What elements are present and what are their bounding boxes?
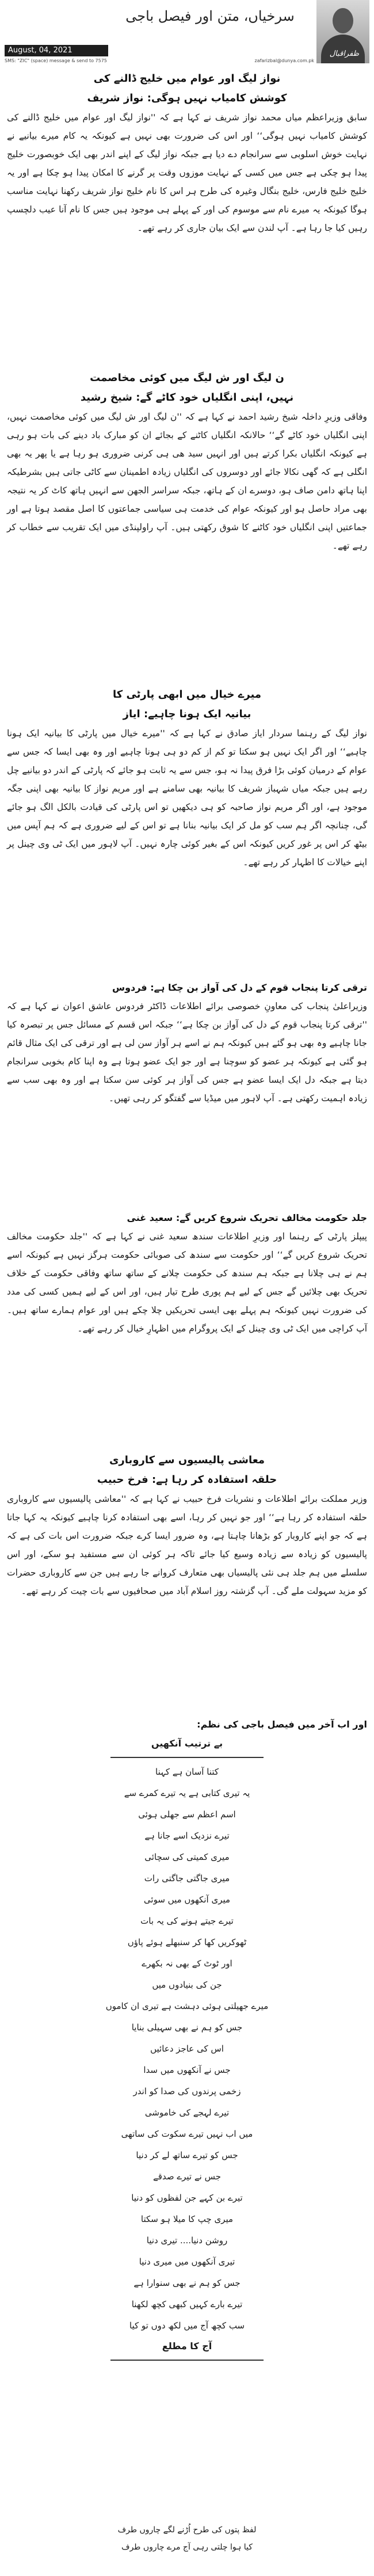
poem-line: میری چپ کا میلا ہو سکتا (140, 2214, 234, 2224)
sms-info: SMS: "ZIC" (space) message & send to 7575 (5, 58, 107, 63)
section-heading: نواز لیگ اور عوام میں خلیج ڈالنے کی (93, 73, 281, 85)
poem-intro: اور اب آخر میں فیصل باجی کی نظم: (197, 1719, 367, 1730)
section-ayaz-sadiq (7, 685, 367, 872)
poem-line: جس کو ہم نے بھی سنوارا ہے (133, 2278, 241, 2288)
publish-date: August, 04, 2021 (5, 45, 108, 56)
matla-underline (110, 2360, 264, 2361)
author-head-shape (333, 8, 353, 33)
section-sheikh-rasheed (7, 368, 367, 555)
poem-line: جس کو تیرے ساتھ لے کر دنیا (136, 2150, 238, 2160)
section-farrukh-habib (7, 1451, 367, 1600)
poem-line: تیرے بارے کہیں کبھی کچھ لکھنا (131, 2299, 243, 2309)
author-signature: ظفراقبال (329, 50, 359, 58)
section-heading: بیانیہ ایک ہونا چاہیے: ایاز (123, 708, 251, 720)
section-paragraph: پیپلز پارٹی کے رہنما اور وزیرِ اطلاعات سندھ سعید غنی نے کہا ہے کہ ''جلد حکومت مخالف تحریک شروع کریں گے‘‘ اور حکومت سے سندھ کی صوبائی حکومت ہرگز نہیں ہے کیونکہ اسے ہم نے ہی چلانا ہے جبکہ ہم سندھ کی حکومت چلانے کے ساتھ ساتھ وفاقی حکومت کے خلاف تحریک بھی چلائیں گے جس کے لیے ہم پوری طرح تیار ہیں، اور اس کے لیے ہمیں کسی کی مدد کی ضرورت نہیں کیونکہ ہم پہلے بھی ایسی تحریکیں چلا چکے ہیں اور عوام ہمارے ساتھ ہیں۔ آپ کراچی میں ایک ٹی وی چینل کے ایک پروگرام میں اظہارِ خیال کر رہے تھے۔ (7, 1231, 367, 1334)
column-title: سرخیاں، متن اور فیصل باجی (125, 8, 295, 24)
author-body-shape (321, 35, 365, 63)
closing-couplet (7, 2521, 367, 2556)
poem-line: اسم اعظم سے جھلی ہوئی (138, 1809, 236, 1820)
poem-title-underline (110, 1757, 264, 1758)
poem-line: جس نے آنکھوں میں سدا (143, 2065, 231, 2075)
poem-line: میرے جھیلتی ہوئی دہشت ہے تیری ان کاموں (105, 2001, 269, 2011)
poem-line: زخمی پرندوں کی صدا کو اندر (133, 2086, 241, 2096)
poem-line: میری جاگتی جاگتی رات (144, 1873, 230, 1884)
section-paragraph: سابق وزیراعظم میاں محمد نواز شریف نے کہا ہے کہ ''نواز لیگ اور عوام میں خلیج ڈالنے کی کوشش کامیاب نہیں ہوگی‘‘ اور اس کی ضرورت بھی نہیں ہے کیونکہ یہ کام میرے بیانیے نے نہایت خوش اسلوبی سے سرانجام دے دیا ہے جبکہ نواز لیگ کے اپنے اندر بھی ایک خوبصورت خلیج پیدا ہو چکی ہے جس میں کسی کے نہایت موزوں وقت پر گرنے کا امکان پیدا ہو چکا ہے اور یہ خلیج خلیج فارس، خلیج بنگال وغیرہ کی طرح ہر اس کا نام خلیج نواز شریف رکھنا نہایت مناسب ہوگا کیونکہ یہ میرے نام سے موسوم کی اور کے پہلے ہی موجود ہیں جس کا نام آنا عیب دلچسپ رہیں کیا جا رہا ہے۔ آپ لندن سے ایک بیان جاری کر رہے تھے۔ (7, 112, 367, 233)
matla-heading: آج کا مطلع (162, 2341, 212, 2351)
section-heading: حلقہ استفادہ کر رہا ہے: فرخ حبیب (97, 1474, 277, 1486)
poem-line: میری آنکھوں میں سوئی (143, 1894, 231, 1905)
section-nawaz-sharif (7, 69, 367, 237)
poem-line: جن کی بنیادوں میں (152, 1980, 222, 1990)
poem-line: اور ٹوٹ کے بھی نہ بکھرے (142, 1958, 232, 1969)
poem-line: اس کی عاجز دعائیں (150, 2044, 224, 2054)
section-paragraph: وزیراعلیٰ پنجاب کی معاونِ خصوصی برائے اطلاعات ڈاکٹر فردوس عاشق اعوان نے کہا ہے کہ ''ترقی کرتا پنجاب قوم کے دل کی آواز بن چکا ہے‘‘ جبکہ اس قسم کے مسائل جس پر تبصرہ کیا جانا چاہیے وہ بھی ہو گئے ہیں کیونکہ ہم نے اسے ہر آواز سن لی ہے اور ترقی کی ایک مثال قائم ہو گئی ہے کیونکہ ہر عضو کو سوچنا ہے اور جو ایک عضو ہوتا ہے وہ اپنا کام بخوبی سرانجام دیتا ہے جبکہ دل ایک ایسا عضو ہے جس کی آواز ہر کوئی سن سکتا ہے اور وہ بھی سب سے زیادہ اہمیت رکھتی ہے۔ آپ لاہور میں میڈیا سے گفتگو کر رہی تھیں۔ (7, 1001, 367, 1104)
section-heading: کوشش کامیاب نہیں ہوگی: نواز شریف (87, 92, 287, 104)
poem-line: سب کچھ آج میں لکھ دوں تو کیا (129, 2320, 245, 2331)
poem-section (7, 1715, 367, 2364)
couplet-line: لفظ پتوں کی طرح اُڑنے لگے چاروں طرف (117, 2525, 257, 2535)
couplet-line: کیا ہوا چلتی رہی آج مرے چاروں طرف (121, 2543, 253, 2552)
column-header (0, 0, 374, 63)
author-photo (316, 0, 369, 63)
section-heading: ترقی کرتا پنجاب قوم کے دل کی آواز بن چکا ہے: فردوس (112, 982, 367, 993)
section-heading: نہیں، اپنی انگلیاں خود کاٹے گے: شیخ رشید (80, 391, 294, 404)
section-paragraph: وزیر مملکت برائے اطلاعات و نشریات فرخ حبیب نے کہا ہے کہ ''معاشی پالیسیوں سے کاروباری حلقہ استفادہ کر رہا ہے‘‘ اور جو نہیں کر رہا، اسے بھی استفادہ کرنا چاہیے کیونکہ یہ کہا جاتا ہے کہ جو اپنے کاروبار کو بڑھانا چاہتا ہے، وہ ضرور ایسا کرے جبکہ ضرورت اس بات کی ہے کہ پالیسیوں کو زیادہ سے زیادہ وسیع کیا جائے تاکہ ہر کوئی ان سے مستفید ہو سکے، اور اس سلسلے میں ہم جلد ہی نئی پالیسیاں بھی متعارف کروانے جا رہے ہیں جن سے کاروباری حضرات کو مزید سہولت ملے گی۔ آپ گزشتہ روز اسلام آباد میں صحافیوں سے بات چیت کر رہے تھے۔ (7, 1494, 367, 1596)
section-paragraph: نواز لیگ کے رہنما سردار ایاز صادق نے کہا ہے کہ ''میرے خیال میں پارٹی کا بیانیہ ایک ہونا چاہیے‘‘ اور اگر ایک نہیں ہو سکتا تو کم از کم دو ہی ہونا چاہیے اور وہ بھی ایسا کہ جس سے عوام کے درمیان کوئی بڑا فرق پیدا نہ ہو، جس سے یہ ثابت ہو جائے کہ پارٹی کے اندر دو بیانیے چل رہے ہیں جبکہ میاں شہباز شریف کا بیانیہ بھی سامنے ہے اور مریم نواز کا بیانیہ بھی اپنی جگہ موجود ہے، اور اگر مریم نواز صاحبہ کو ہی دیکھیں تو اس پارٹی کی قیادت بالکل الگ ہو جائے گی، چنانچہ اگر ہم سب کو مل کر ایک بیانیہ بنانا ہے تو اس کے لیے ضروری ہے کہ ہم آپس میں بیٹھ کر اس پر غور کریں کیونکہ اس کے بغیر کوئی چارہ نہیں۔ آپ لاہور میں ایک ٹی وی چینل پر اپنے خیالات کا اظہار کر رہے تھے۔ (7, 728, 367, 867)
poem-line: روشن دنیا.... تیری دنیا (146, 2235, 228, 2246)
poem-line: تیرے نزدیک اسے جانا ہے (144, 1831, 230, 1841)
section-heading: میرے خیال میں ابھی پارٹی کا (112, 688, 262, 701)
poem-lines (7, 1761, 367, 2361)
poem-line: کتنا آسان ہے کہنا (155, 1767, 219, 1777)
poem-line: جس نے تیرے صدقے (152, 2171, 221, 2182)
poem-line: جس کو ہم نے بھی سہیلی بنایا (131, 2022, 243, 2033)
poem-line: تیرے لہجے کی خاموشی (144, 2107, 230, 2118)
section-heading: ن لیگ اور ش لیگ میں کوئی مخاصمت (90, 372, 284, 384)
poem-line: یہ تیری کتابی ہے یہ تیرے کمرے سے (124, 1788, 250, 1798)
poem-line: میری کمیتی کی سچائی (144, 1852, 230, 1862)
section-firdous (7, 979, 367, 1108)
poem-line: ٹھوکریں کھا کر سنبھلے ہوئے پاؤں (127, 1937, 247, 1947)
poem-line: تیری آنکھوں میں میری دنیا (139, 2257, 235, 2267)
section-heading: معاشی پالیسیوں سے کاروباری (109, 1454, 265, 1466)
poem-line: تیرے جیتے ہونے کی یہ بات (140, 1916, 234, 1926)
section-saeed-ghani (7, 1209, 367, 1338)
poem-title: بے ترتیب آنکھیں (151, 1738, 223, 1749)
poem-line: میں اب نہیں تیرے سکوت کی ساتھی (121, 2129, 253, 2139)
section-heading: جلد حکومت مخالف تحریک شروع کریں گے: سعید غنی (127, 1212, 367, 1223)
author-email[interactable]: zafarizbal@dunya.com.pk (254, 58, 314, 63)
poem-line: تیرے بن کہے جن لفظوں کو دنیا (131, 2193, 243, 2203)
section-paragraph: وفاقی وزیرِ داخلہ شیخ رشید احمد نے کہا ہے کہ ''ن لیگ اور ش لیگ میں کوئی مخاصمت نہیں، اپنی انگلیاں خود کاٹے گے‘‘ حالانکہ انگلیاں کاٹنے کے بجائے ان کو مبارک باد دینے کی بات ہو رہی ہے کیونکہ انگلیاں بکرا کرتے ہیں اور انہیں سید ھی ہی کرنی ضروری ہو رہا ہے یا پھر یہ بھی انگلی ہے کہ گھی نکالا جائے اور دوسروں کی انگلیاں زیادہ اطمینان سے کاٹی جاتی ہیں بشرطیکہ اپنا ہاتھ دامن صاف ہو، دوسرے ان کے ہاتھ، جبکہ سراسر الجھن سے انہیں ہاتھ کاٹ کر یہ نتیجہ بھی مراد حاصل ہو اور کیونکہ عوام کی خدمت ہی سیاسی جماعتوں کا اصل مقصد ہوتا ہے اور جماعتیں اپنی انگلیاں خود کاٹنے کا شوق رکھتی ہیں۔ آپ راولپنڈی میں ایک تقریب سے خطاب کر رہے تھے۔ (7, 412, 367, 551)
